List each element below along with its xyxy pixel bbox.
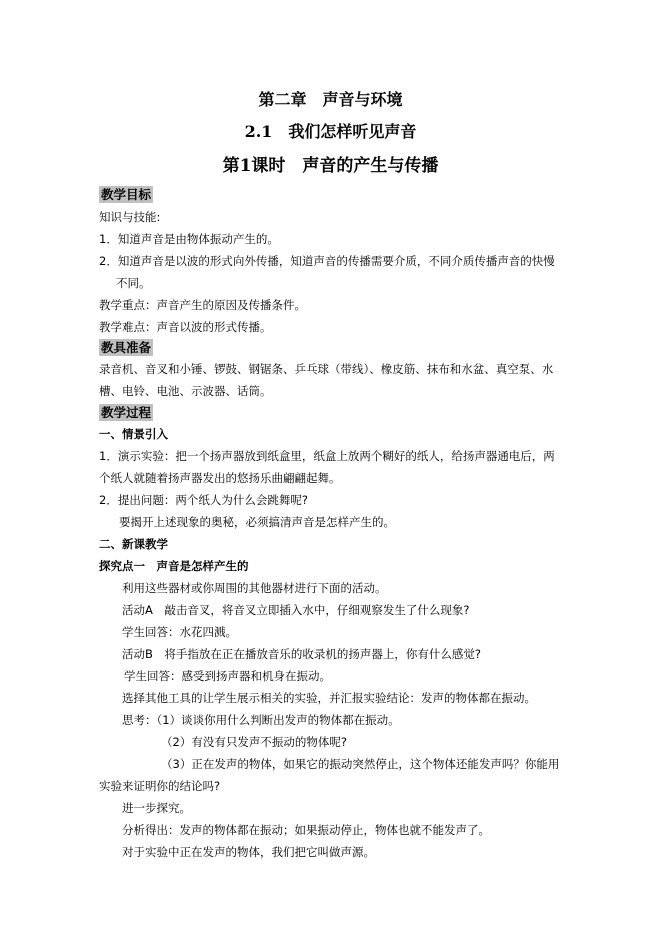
heading-teaching-goals: 教学目标 [101,187,152,202]
demo-line2: 个纸人就随着扬声器发出的悠扬乐曲翩翩起舞。 [99,471,341,485]
part1-title: 一、情景引入 [99,427,168,441]
part2-title: 二、新课教学 [99,537,168,551]
inquiry1-title: 探究点一 声音是怎样产生的 [99,559,249,573]
difficulty-point: 教学难点：声音以波的形式传播。 [99,320,272,334]
activity-a: 活动A 敲击音叉，将音叉立即插入水中，仔细观察发生了什么现象? [122,603,470,617]
heading-teaching-process: 教学过程 [101,405,152,420]
select-tools-line: 选择其他工具的让学生展示相关的实验，并汇报实验结论：发声的物体都在振动。 [122,691,536,705]
activity-intro: 利用这些器材或你周围的其他器材进行下面的活动。 [122,581,387,595]
chapter-title: 第二章 声音与环境 [258,90,403,109]
think-2: （2）有没有只发声不振动的物体呢? [161,735,347,749]
heading-equipment: 教具准备 [101,340,152,355]
demo-line1: 1．演示实验：把一个扬声器放到纸盒里，纸盒上放两个糊好的纸人，给扬声器通电后，两 [99,449,555,463]
goal-item-2-line2: 不同。 [116,276,151,290]
section-title: 2.1 我们怎样听见声音 [244,122,417,141]
mystery-line: 要揭开上述现象的奥秘，必须搞清声音是怎样产生的。 [119,515,395,529]
answer-a: 学生回答：水花四溅。 [122,625,237,639]
lesson-title: 第1课时 声音的产生与传播 [222,156,439,176]
key-point: 教学重点：声音产生的原因及传播条件。 [99,298,306,312]
goal-item-2-line1: 2．知道声音是以波的形式向外传播，知道声音的传播需要介质，不同介质传播声音的快慢 [99,254,555,268]
equipment-line2: 槽、电铃、电池、示波器、话筒。 [99,384,272,398]
knowledge-label: 知识与技能: [99,210,161,224]
think-3-line2: 实验来证明你的结论吗? [99,779,221,793]
equipment-line1: 录音机、音叉和小锤、锣鼓、钢锯条、乒乓球（带线）、橡皮筋、抹布和水盆、真空泵、水 [99,362,554,376]
analysis-line: 分析得出：发声的物体都在振动；如果振动停止，物体也就不能发声了。 [122,823,490,837]
sound-source-line: 对于实验中正在发声的物体，我们把它叫做声源。 [122,845,375,859]
activity-b: 活动B 将手指放在正在播放音乐的收录机的扬声器上，你有什么感觉? [122,647,481,661]
think-3-line1: （3）正在发声的物体，如果它的振动突然停止，这个物体还能发声吗？你能用 [161,757,560,771]
question-line: 2．提出问题：两个纸人为什么会跳舞呢? [99,493,308,507]
further-inquiry: 进一步探究。 [122,801,191,815]
goal-item-1: 1．知道声音是由物体振动产生的。 [99,232,279,246]
think-1: 思考：（1）谈谈你用什么判断出发声的物体都在振动。 [122,713,400,727]
answer-b: 学生回答：感受到扬声器和机身在振动。 [124,669,331,683]
